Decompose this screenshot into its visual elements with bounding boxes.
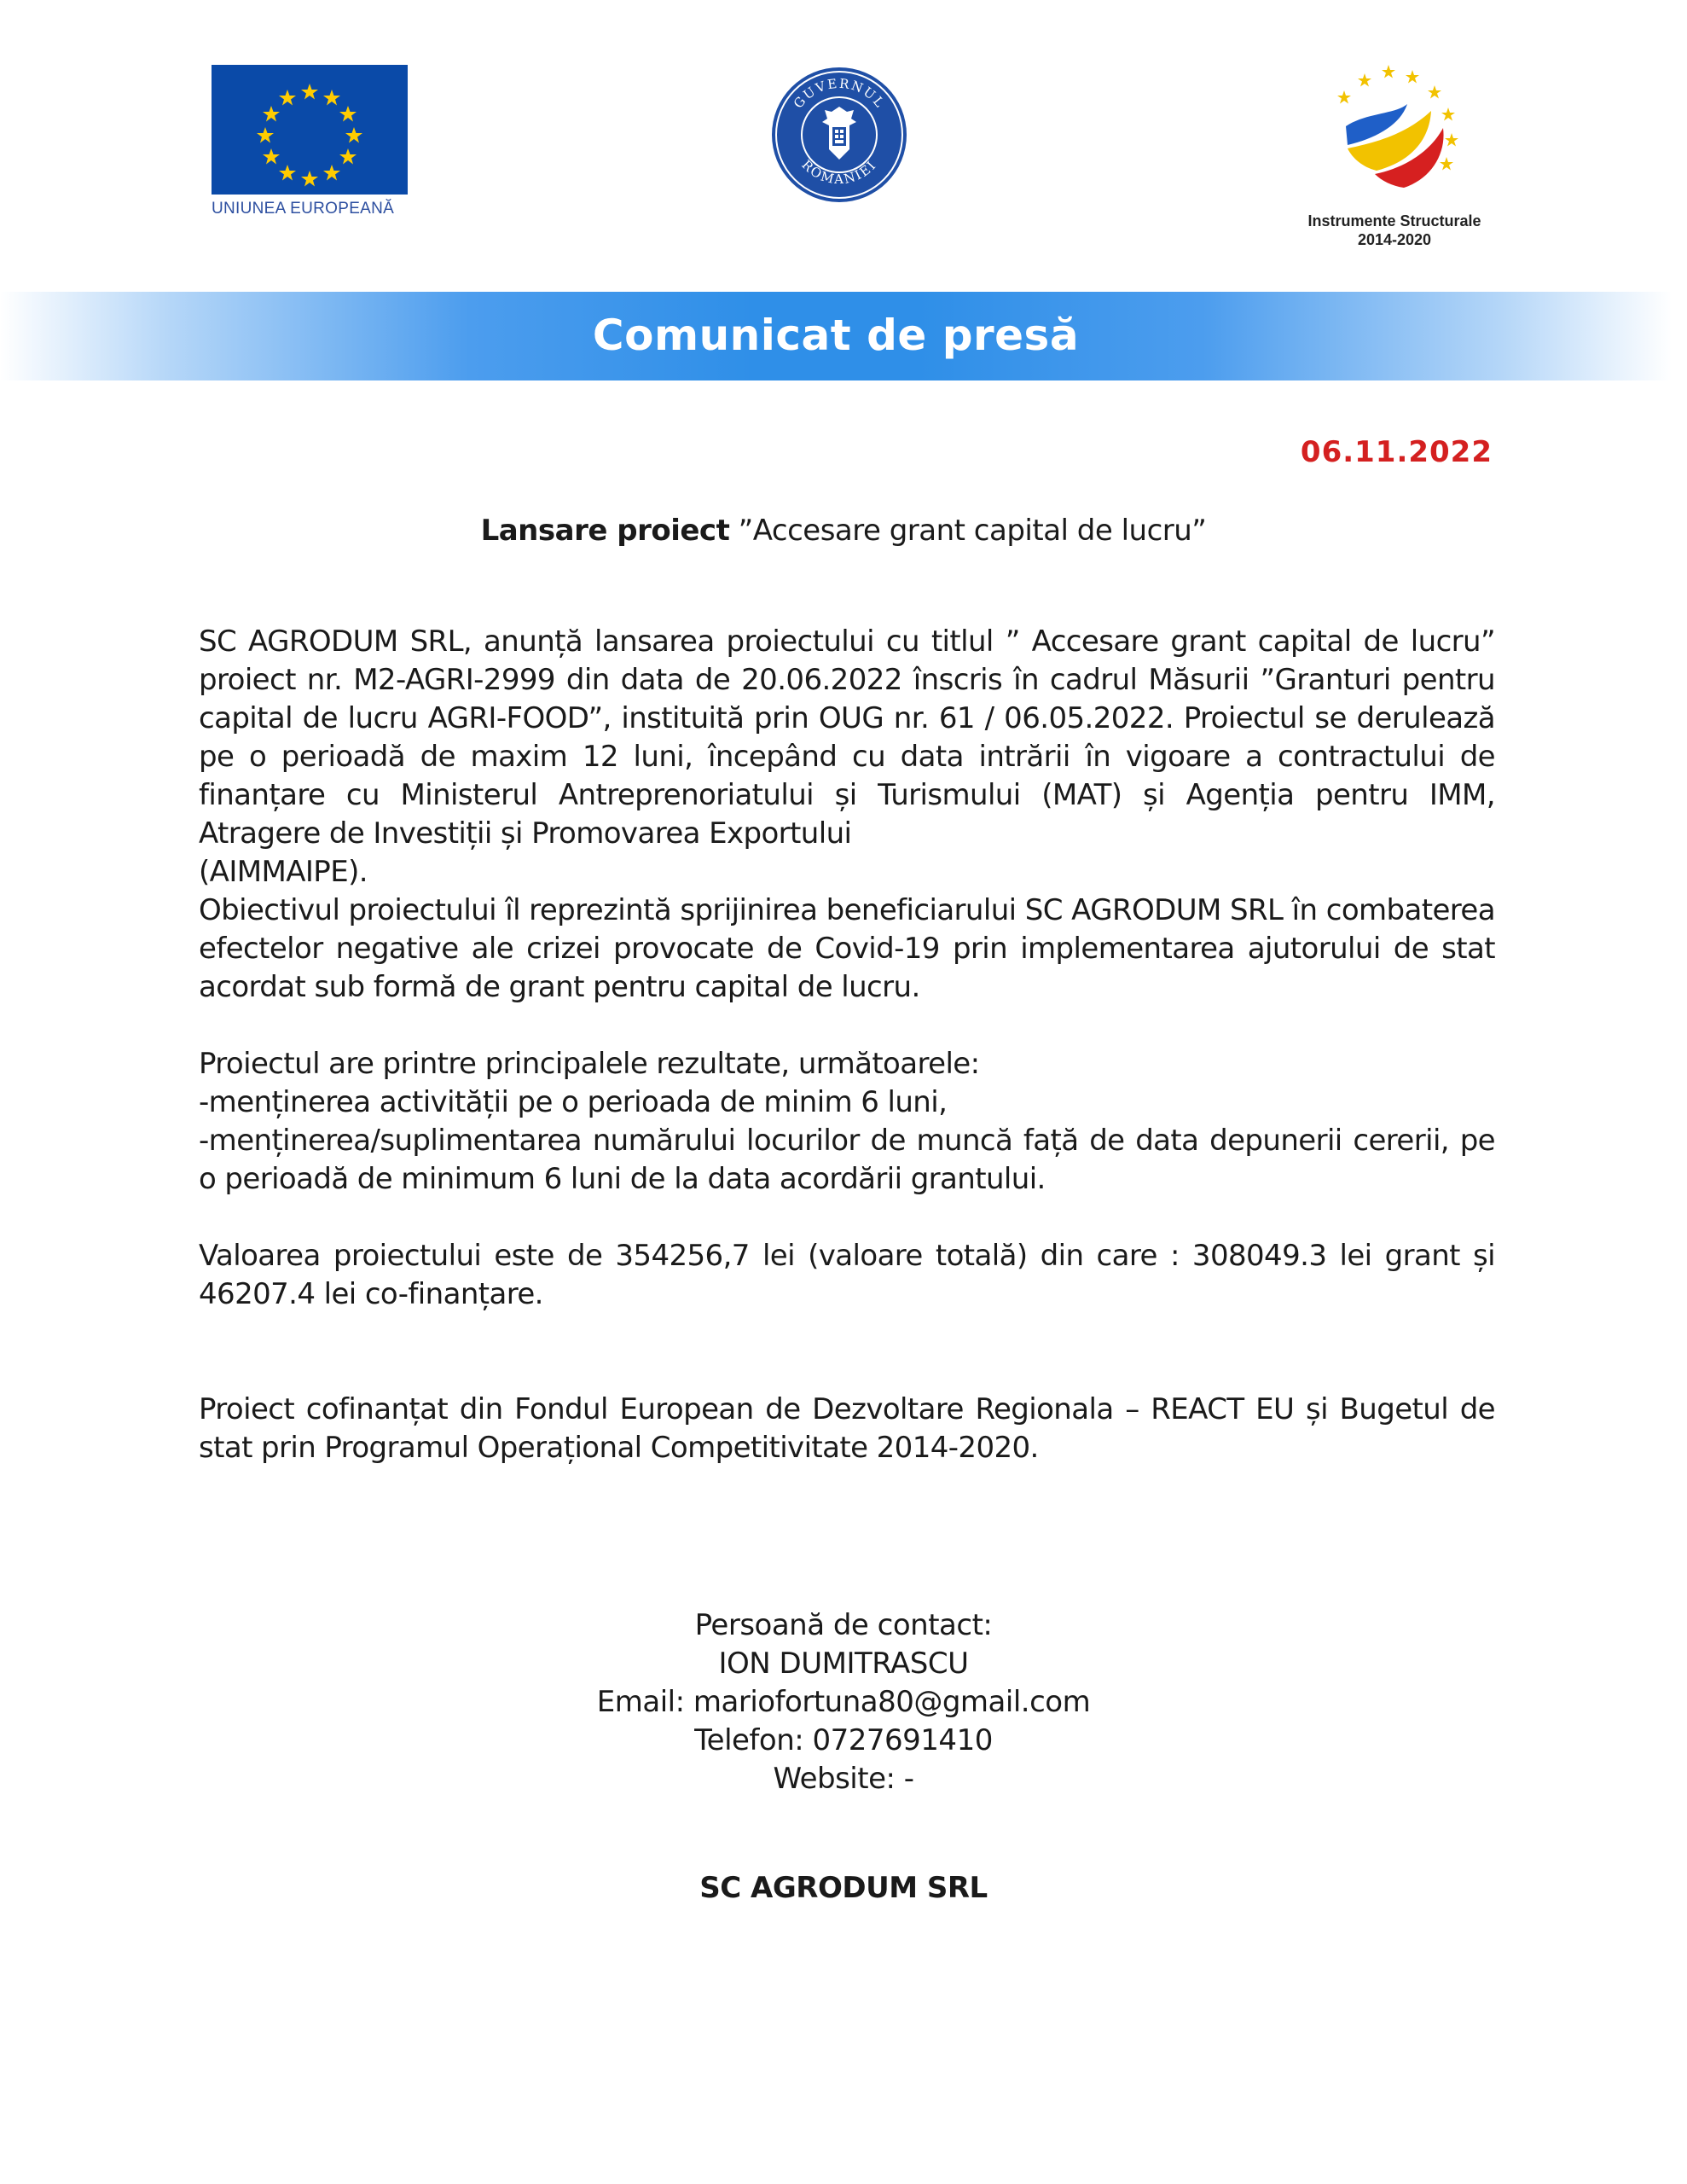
result-item: -menținerea/suplimentarea numărului locurilor de muncă față de data depunerii cererii, pe o perioadă de minimum 6 luni de la data acordării grantului.	[199, 1124, 1495, 1196]
structural-instruments-logo	[1288, 60, 1501, 256]
heading-bold: Lansare proiect	[480, 514, 730, 548]
funding-paragraph: Proiect cofinanțat din Fondul European de Dezvoltare Regionala – REACT EU și Bugetul de stat prin Programul Operațional Competitivitate 2014-2020.	[199, 1392, 1495, 1465]
eu-stars-icon	[212, 65, 408, 195]
contact-block	[0, 1606, 1687, 1798]
svg-text:GUVERNUL: GUVERNUL	[790, 75, 889, 112]
eu-caption: UNIUNEA EUROPEANĂ	[212, 200, 395, 218]
intro-paragraph: SC AGRODUM SRL, anunță lansarea proiectului cu titlul ” Accesare grant capital de lucru” proiect nr. M2-AGRI-2999 din data de 20.06.2022 înscris în cadrul Măsurii ”Granturi pentru capital de lucru AGRI-FOOD”, instituită prin OUG nr. 61 / 06.05.2022. Proiectul se derulează pe o perioadă de maxim 12 luni, începând cu data intrării în vigoare a contractului de finanțare cu Ministerul Antreprenoriatului și Turismului (MAT) și Agenția pentru IMM, Atragere de Investiții și Promovarea Exportului	[199, 624, 1495, 851]
document-heading	[0, 514, 1687, 548]
results-intro: Proiectul are printre principalele rezultate, următoarele:	[199, 1047, 980, 1081]
eu-flag-icon	[212, 65, 408, 195]
structural-instruments-title: Instrumente Structurale	[1307, 212, 1481, 229]
intro-paragraph-end: (AIMMAIPE).	[199, 855, 368, 889]
document-body	[199, 623, 1495, 1467]
contact-label: Persoană de contact:	[694, 1608, 993, 1642]
contact-phone: Telefon: 0727691410	[694, 1723, 993, 1757]
result-item: -menținerea activității pe o perioada de minim 6 luni,	[199, 1085, 948, 1119]
svg-text:ROMÂNIEI: ROMÂNIEI	[798, 156, 880, 188]
structural-instruments-emblem-icon	[1288, 60, 1501, 209]
value-paragraph: Valoarea proiectului este de 354256,7 lei (valoare totală) din care : 308049.3 lei grant și 46207.4 lei co-finanțare.	[199, 1239, 1495, 1311]
contact-name: ION DUMITRASCU	[718, 1647, 969, 1681]
contact-website: Website: -	[773, 1762, 914, 1796]
coat-of-arms-icon	[770, 66, 908, 204]
eu-logo	[212, 65, 409, 227]
banner-title: Comunicat de presă	[592, 311, 1080, 360]
contact-email: Email: mariofortuna80@gmail.com	[596, 1685, 1091, 1719]
press-release-banner	[0, 292, 1672, 380]
heading-title: ”Accesare grant capital de lucru”	[729, 514, 1207, 548]
government-seal-logo	[770, 66, 908, 204]
structural-instruments-caption	[1288, 212, 1501, 249]
objective-paragraph: Obiectivul proiectului îl reprezintă sprijinirea beneficiarului SC AGRODUM SRL în combaterea efectelor negative ale crizei provocate de Covid-19 prin implementarea ajutorului de stat acordat sub formă de grant pentru capital de lucru.	[199, 893, 1495, 1004]
structural-instruments-period: 2014-2020	[1357, 231, 1432, 248]
company-signature: SC AGRODUM SRL	[699, 1871, 988, 1905]
release-date: 06.11.2022	[1300, 435, 1493, 469]
